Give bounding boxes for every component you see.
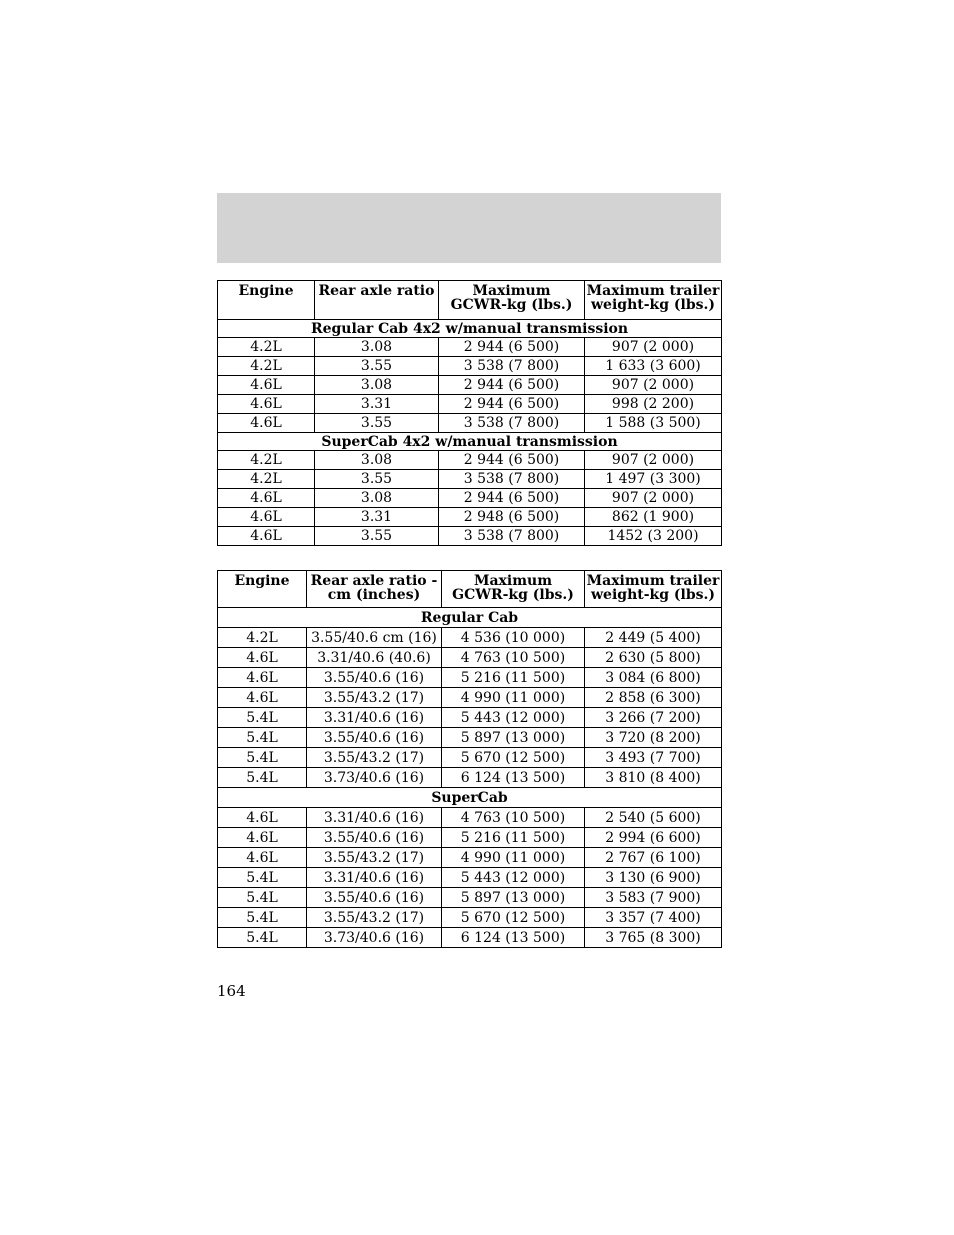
table-row	[218, 628, 722, 648]
cell-max-trailer-weight: 3 266 (7 200)	[585, 708, 722, 728]
table-row	[218, 376, 722, 395]
header-line: Rear axle ratio	[318, 283, 435, 299]
cell-max-trailer-weight: 3 130 (6 900)	[585, 868, 722, 888]
cell-rear-axle-ratio: 3.55/43.2 (17)	[307, 688, 442, 708]
cell-rear-axle-ratio: 3.73/40.6 (16)	[307, 928, 442, 948]
cell-rear-axle-ratio: 3.08	[315, 489, 439, 508]
table-row	[218, 828, 722, 848]
table-row	[218, 708, 722, 728]
cell-rear-axle-ratio: 3.73/40.6 (16)	[307, 768, 442, 788]
cell-engine: 4.6L	[218, 668, 307, 688]
cell-rear-axle-ratio: 3.31/40.6 (40.6)	[307, 648, 442, 668]
header-line: weight-kg (lbs.)	[591, 297, 715, 313]
cell-engine: 4.2L	[218, 470, 315, 489]
cell-rear-axle-ratio: 3.55	[315, 470, 439, 489]
table-header	[218, 571, 722, 608]
trailer-towing-table-cab	[217, 570, 722, 948]
cell-max-gcwr: 4 763 (10 500)	[442, 808, 585, 828]
cell-max-gcwr: 4 990 (11 000)	[442, 688, 585, 708]
section-title: SuperCab	[218, 788, 722, 808]
table-row	[218, 338, 722, 357]
cell-max-gcwr: 4 763 (10 500)	[442, 648, 585, 668]
cell-engine: 4.2L	[218, 357, 315, 376]
cell-max-trailer-weight: 1452 (3 200)	[585, 527, 722, 546]
header-line: GCWR-kg (lbs.)	[452, 587, 574, 603]
table-body	[218, 608, 722, 948]
cell-rear-axle-ratio: 3.55/40.6 (16)	[307, 828, 442, 848]
table-row	[218, 908, 722, 928]
cell-max-trailer-weight: 2 858 (6 300)	[585, 688, 722, 708]
cell-rear-axle-ratio: 3.55/40.6 cm (16)	[307, 628, 442, 648]
cell-rear-axle-ratio: 3.55	[315, 357, 439, 376]
header-engine	[218, 281, 315, 320]
header-max-trailer-weight	[585, 571, 722, 608]
table-row	[218, 508, 722, 527]
cell-max-gcwr: 3 538 (7 800)	[439, 527, 585, 546]
header-line: Rear axle ratio -	[310, 573, 438, 589]
cell-max-gcwr: 2 948 (6 500)	[439, 508, 585, 527]
table-row	[218, 928, 722, 948]
cell-max-trailer-weight: 907 (2 000)	[585, 489, 722, 508]
cell-engine: 4.6L	[218, 376, 315, 395]
section-row	[218, 788, 722, 808]
table-row	[218, 414, 722, 433]
cell-max-gcwr: 5 670 (12 500)	[442, 748, 585, 768]
cell-max-trailer-weight: 862 (1 900)	[585, 508, 722, 527]
header-line: Maximum trailer	[586, 573, 720, 589]
cell-rear-axle-ratio: 3.31/40.6 (16)	[307, 808, 442, 828]
cell-rear-axle-ratio: 3.55/43.2 (17)	[307, 848, 442, 868]
table-row	[218, 489, 722, 508]
header-line: Maximum	[472, 283, 551, 299]
table-row	[218, 648, 722, 668]
cell-rear-axle-ratio: 3.31/40.6 (16)	[307, 708, 442, 728]
table-row	[218, 748, 722, 768]
cell-engine: 5.4L	[218, 888, 307, 908]
header-row	[218, 571, 722, 608]
cell-engine: 4.2L	[218, 628, 307, 648]
cell-rear-axle-ratio: 3.31/40.6 (16)	[307, 868, 442, 888]
cell-engine: 5.4L	[218, 708, 307, 728]
cell-engine: 4.6L	[218, 508, 315, 527]
section-header-band	[217, 193, 721, 263]
table-row	[218, 888, 722, 908]
cell-max-gcwr: 5 670 (12 500)	[442, 908, 585, 928]
cell-engine: 4.6L	[218, 489, 315, 508]
cell-max-gcwr: 5 897 (13 000)	[442, 888, 585, 908]
cell-engine: 4.6L	[218, 808, 307, 828]
cell-engine: 4.6L	[218, 395, 315, 414]
cell-max-trailer-weight: 3 583 (7 900)	[585, 888, 722, 908]
cell-max-gcwr: 2 944 (6 500)	[439, 395, 585, 414]
cell-rear-axle-ratio: 3.55/40.6 (16)	[307, 728, 442, 748]
cell-engine: 5.4L	[218, 728, 307, 748]
cell-engine: 4.6L	[218, 527, 315, 546]
cell-max-gcwr: 2 944 (6 500)	[439, 376, 585, 395]
cell-max-trailer-weight: 907 (2 000)	[585, 451, 722, 470]
cell-engine: 4.2L	[218, 338, 315, 357]
cell-max-gcwr: 2 944 (6 500)	[439, 338, 585, 357]
table-row	[218, 395, 722, 414]
cell-rear-axle-ratio: 3.55	[315, 527, 439, 546]
header-engine	[218, 571, 307, 608]
cell-engine: 4.6L	[218, 688, 307, 708]
header-line: GCWR-kg (lbs.)	[450, 297, 573, 313]
table-header	[218, 281, 722, 320]
section-row	[218, 433, 722, 451]
cell-engine: 5.4L	[218, 908, 307, 928]
table-row	[218, 768, 722, 788]
cell-max-gcwr: 6 124 (13 500)	[442, 928, 585, 948]
header-row	[218, 281, 722, 320]
cell-max-gcwr: 3 538 (7 800)	[439, 414, 585, 433]
table-body	[218, 320, 722, 546]
cell-max-trailer-weight: 2 630 (5 800)	[585, 648, 722, 668]
cell-max-trailer-weight: 2 540 (5 600)	[585, 808, 722, 828]
cell-engine: 5.4L	[218, 868, 307, 888]
cell-rear-axle-ratio: 3.55/43.2 (17)	[307, 908, 442, 928]
header-max-trailer-weight	[585, 281, 722, 320]
cell-rear-axle-ratio: 3.55/43.2 (17)	[307, 748, 442, 768]
cell-max-gcwr: 4 990 (11 000)	[442, 848, 585, 868]
section-title: Regular Cab	[218, 608, 722, 628]
cell-rear-axle-ratio: 3.08	[315, 376, 439, 395]
cell-max-gcwr: 5 216 (11 500)	[442, 668, 585, 688]
cell-engine: 4.6L	[218, 414, 315, 433]
cell-engine: 4.6L	[218, 828, 307, 848]
header-line: Maximum	[473, 573, 553, 589]
table-row	[218, 357, 722, 376]
cell-rear-axle-ratio: 3.31	[315, 508, 439, 527]
cell-max-trailer-weight: 3 084 (6 800)	[585, 668, 722, 688]
cell-engine: 5.4L	[218, 768, 307, 788]
cell-max-trailer-weight: 3 765 (8 300)	[585, 928, 722, 948]
cell-engine: 4.6L	[218, 648, 307, 668]
cell-max-trailer-weight: 907 (2 000)	[585, 338, 722, 357]
cell-max-gcwr: 5 443 (12 000)	[442, 868, 585, 888]
cell-engine: 5.4L	[218, 748, 307, 768]
cell-max-gcwr: 5 443 (12 000)	[442, 708, 585, 728]
cell-rear-axle-ratio: 3.55	[315, 414, 439, 433]
header-max-gcwr	[442, 571, 585, 608]
cell-max-trailer-weight: 2 767 (6 100)	[585, 848, 722, 868]
cell-max-gcwr: 2 944 (6 500)	[439, 489, 585, 508]
cell-max-trailer-weight: 998 (2 200)	[585, 395, 722, 414]
header-max-gcwr	[439, 281, 585, 320]
cell-engine: 5.4L	[218, 928, 307, 948]
header-rear-axle-ratio	[315, 281, 439, 320]
trailer-towing-table-manual	[217, 280, 722, 546]
cell-rear-axle-ratio: 3.08	[315, 451, 439, 470]
cell-rear-axle-ratio: 3.55/40.6 (16)	[307, 668, 442, 688]
table-row	[218, 527, 722, 546]
table-row	[218, 668, 722, 688]
cell-max-gcwr: 4 536 (10 000)	[442, 628, 585, 648]
header-line: Engine	[238, 283, 294, 299]
cell-rear-axle-ratio: 3.08	[315, 338, 439, 357]
section-row	[218, 608, 722, 628]
header-line: cm (inches)	[327, 587, 421, 603]
cell-max-trailer-weight: 2 449 (5 400)	[585, 628, 722, 648]
cell-max-trailer-weight: 2 994 (6 600)	[585, 828, 722, 848]
cell-max-trailer-weight: 907 (2 000)	[585, 376, 722, 395]
header-line: Engine	[234, 573, 290, 589]
table-row	[218, 451, 722, 470]
header-rear-axle-ratio	[307, 571, 442, 608]
cell-max-trailer-weight: 3 493 (7 700)	[585, 748, 722, 768]
table-row	[218, 688, 722, 708]
table-row	[218, 470, 722, 489]
header-line: Maximum trailer	[586, 283, 720, 299]
cell-max-trailer-weight: 1 633 (3 600)	[585, 357, 722, 376]
section-title: SuperCab 4x2 w/manual transmission	[218, 433, 722, 451]
cell-rear-axle-ratio: 3.55/40.6 (16)	[307, 888, 442, 908]
cell-engine: 4.6L	[218, 848, 307, 868]
cell-max-trailer-weight: 1 588 (3 500)	[585, 414, 722, 433]
cell-max-gcwr: 6 124 (13 500)	[442, 768, 585, 788]
cell-max-trailer-weight: 1 497 (3 300)	[585, 470, 722, 489]
cell-max-gcwr: 3 538 (7 800)	[439, 470, 585, 489]
cell-max-gcwr: 5 216 (11 500)	[442, 828, 585, 848]
section-row	[218, 320, 722, 338]
cell-max-gcwr: 5 897 (13 000)	[442, 728, 585, 748]
cell-engine: 4.2L	[218, 451, 315, 470]
cell-max-gcwr: 2 944 (6 500)	[439, 451, 585, 470]
cell-rear-axle-ratio: 3.31	[315, 395, 439, 414]
table-row	[218, 728, 722, 748]
cell-max-trailer-weight: 3 357 (7 400)	[585, 908, 722, 928]
cell-max-trailer-weight: 3 720 (8 200)	[585, 728, 722, 748]
cell-max-trailer-weight: 3 810 (8 400)	[585, 768, 722, 788]
cell-max-gcwr: 3 538 (7 800)	[439, 357, 585, 376]
section-title: Regular Cab 4x2 w/manual transmission	[218, 320, 722, 338]
table-row	[218, 868, 722, 888]
page-number: 164	[217, 982, 246, 1000]
header-line: weight-kg (lbs.)	[591, 587, 715, 603]
table-row	[218, 848, 722, 868]
table-row	[218, 808, 722, 828]
